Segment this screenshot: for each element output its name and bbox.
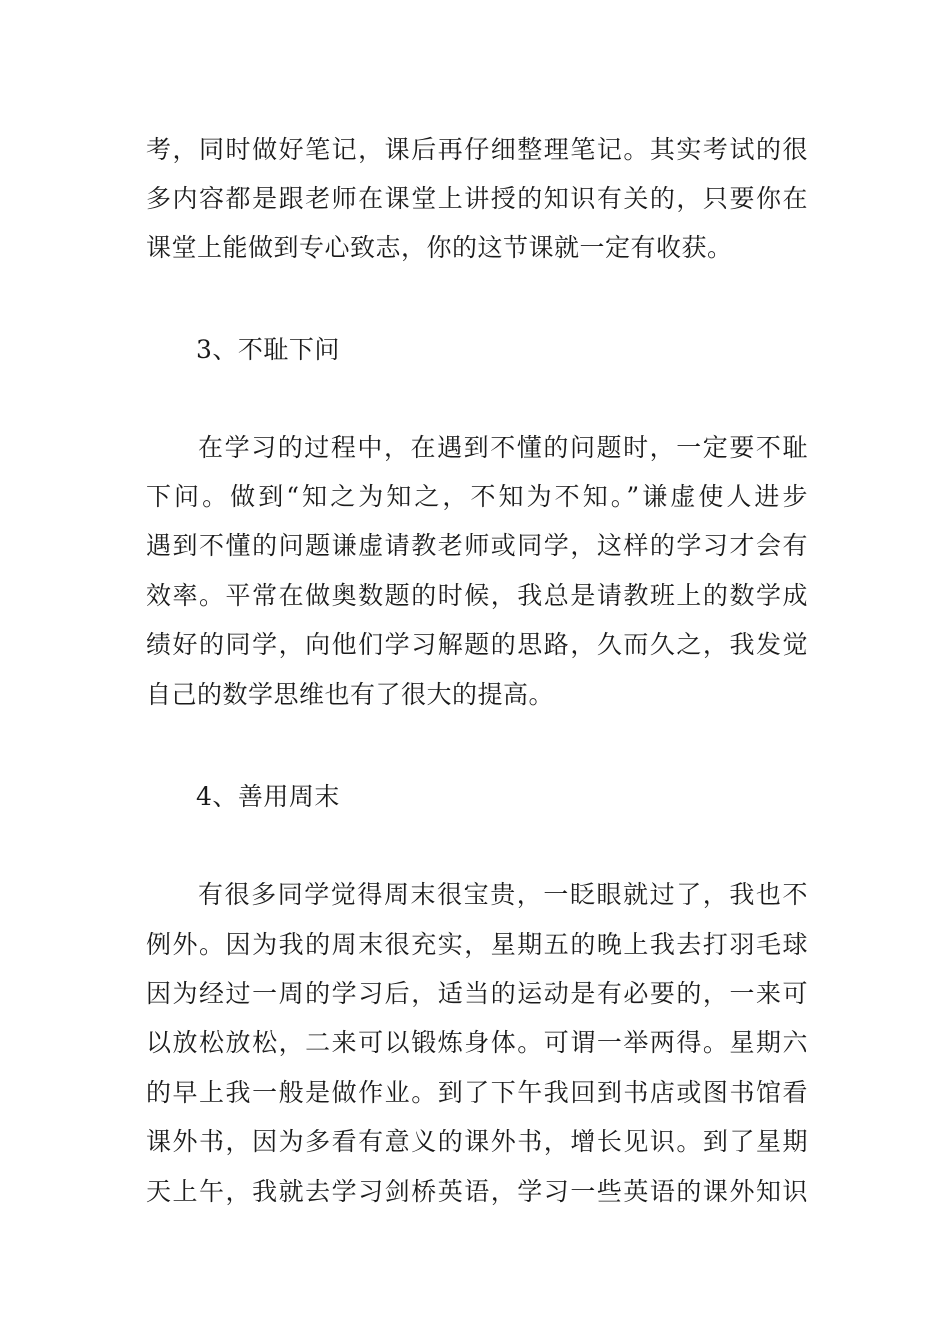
paragraph-3-line-5: 的早上我一般是做作业。到了下午我回到书店或图书馆看 (146, 1078, 808, 1107)
paragraph-2-line-3: 遇到不懂的问题谦虚请教老师或同学，这样的学习才会有 (146, 531, 808, 560)
section-heading-3: 3、不耻下问 (196, 335, 340, 364)
paragraph-1-line-1: 考，同时做好笔记，课后再仔细整理笔记。其实考试的很 (146, 135, 808, 164)
paragraph-3-line-3: 因为经过一周的学习后，适当的运动是有必要的，一来可 (146, 979, 808, 1008)
paragraph-3-line-1: 有很多同学觉得周末很宝贵，一眨眼就过了，我也不 (198, 880, 808, 909)
paragraph-2-line-5: 绩好的同学，向他们学习解题的思路，久而久之，我发觉 (146, 630, 808, 659)
paragraph-2-line-6: 自己的数学思维也有了很大的提高。 (146, 680, 555, 709)
paragraph-2-line-2: 下问。做到“知之为知之，不知为不知。”谦虚使人进步 (146, 482, 808, 511)
paragraph-3-line-7: 天上午，我就去学习剑桥英语，学习一些英语的课外知识 (146, 1177, 808, 1206)
section-heading-4: 4、善用周末 (196, 782, 340, 811)
paragraph-3-line-2: 例外。因为我的周末很充实，星期五的晚上我去打羽毛球 (146, 930, 808, 959)
paragraph-1-line-2: 多内容都是跟老师在课堂上讲授的知识有关的，只要你在 (146, 184, 808, 213)
paragraph-2-line-1: 在学习的过程中，在遇到不懂的问题时，一定要不耻 (198, 433, 808, 462)
paragraph-1-line-3: 课堂上能做到专心致志，你的这节课就一定有收获。 (146, 233, 733, 262)
paragraph-3-line-4: 以放松放松，二来可以锻炼身体。可谓一举两得。星期六 (146, 1028, 808, 1057)
paragraph-2-line-4: 效率。平常在做奥数题的时候，我总是请教班上的数学成 (146, 581, 808, 610)
paragraph-3-line-6: 课外书，因为多看有意义的课外书，增长见识。到了星期 (146, 1127, 808, 1156)
